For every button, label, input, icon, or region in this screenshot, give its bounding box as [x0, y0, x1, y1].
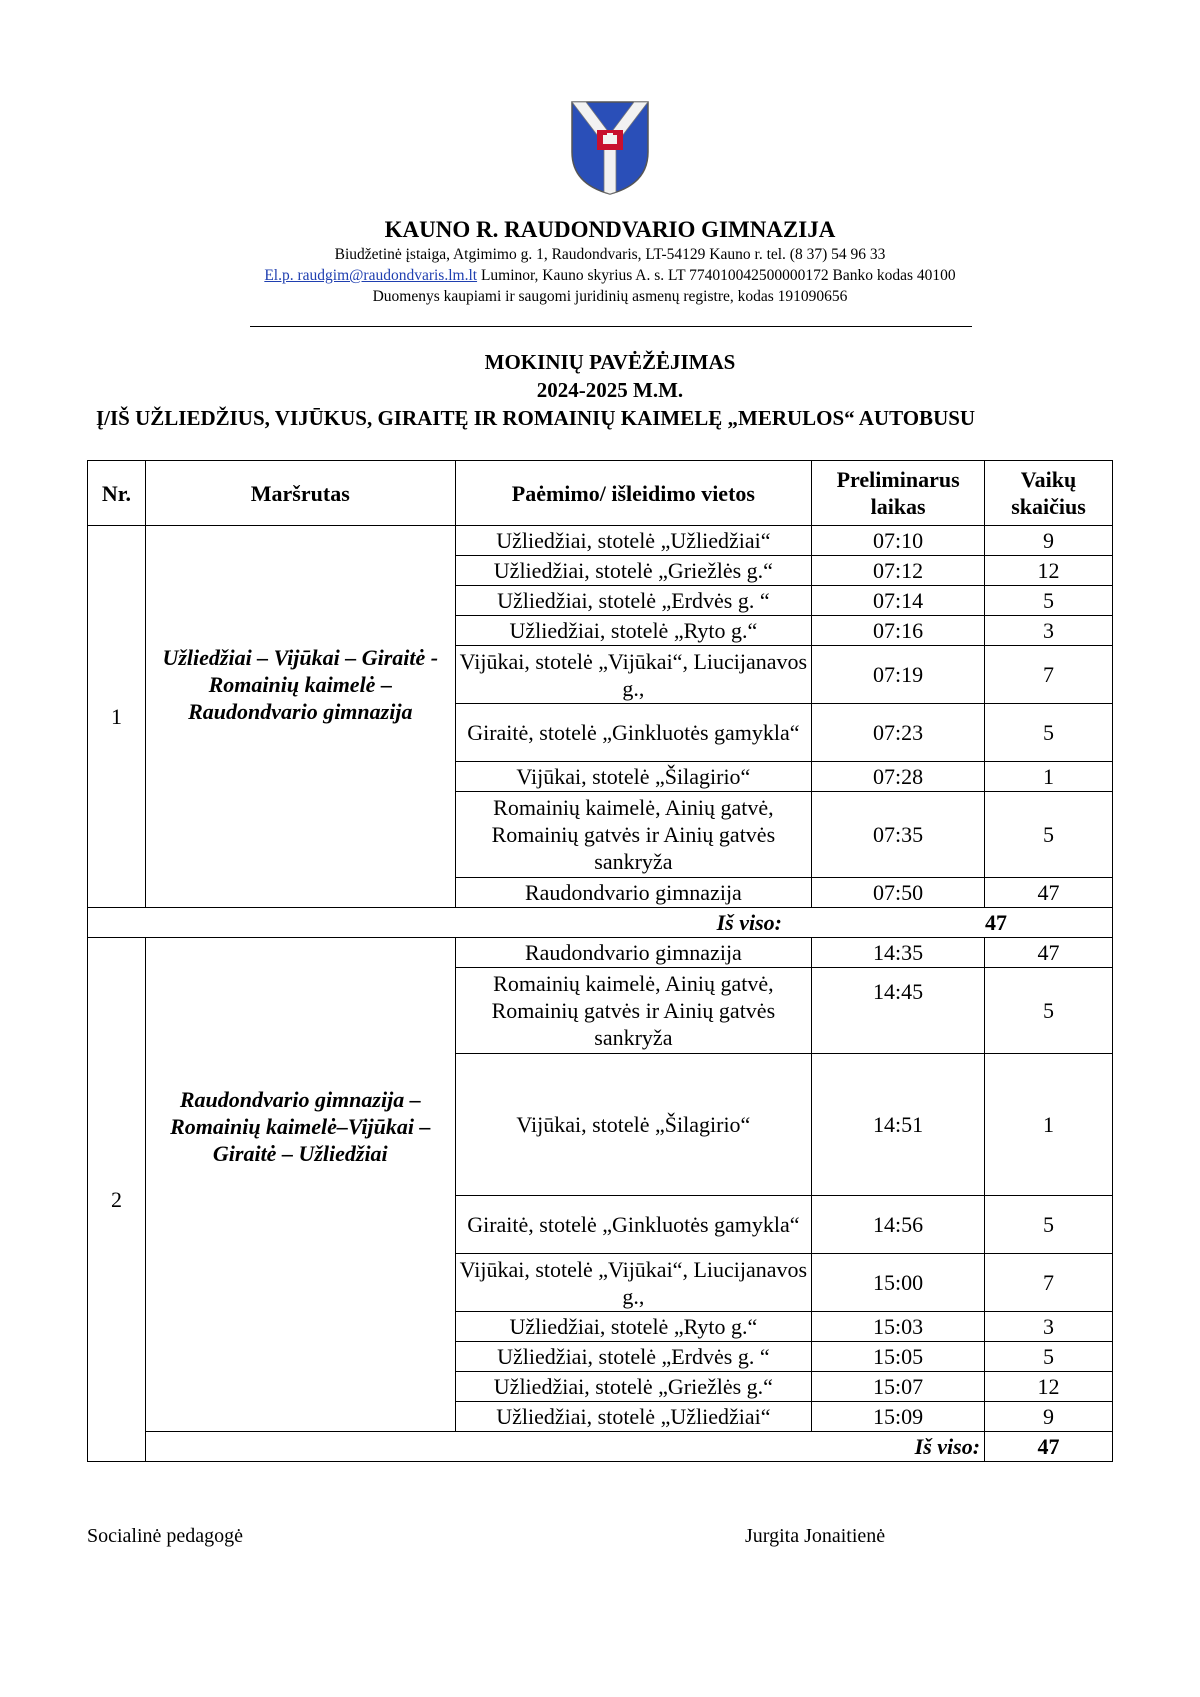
- route-number: 1: [88, 526, 146, 908]
- header-divider: [250, 326, 972, 327]
- route-number: 2: [88, 938, 146, 1462]
- count-cell: 47: [985, 938, 1113, 968]
- count-cell: 5: [985, 968, 1113, 1054]
- letterhead: [0, 216, 1200, 307]
- stop-cell: Užliedžiai, stotelė „Užliedžiai“: [455, 526, 812, 556]
- stop-cell: Užliedžiai, stotelė „Ryto g.“: [455, 616, 812, 646]
- time-cell: 14:51: [812, 1054, 985, 1196]
- stop-cell: Giraitė, stotelė „Ginkluotės gamykla“: [455, 704, 812, 762]
- total-value: 47: [985, 1432, 1113, 1462]
- total-row: [88, 908, 1113, 938]
- time-cell: 14:35: [812, 938, 985, 968]
- header-count: Vaikų skaičius: [985, 461, 1113, 526]
- address-line: Biudžetinė įstaiga, Atgimimo g. 1, Raudondvaris, LT-54129 Kauno r. tel. (8 37) 54 96 33: [334, 246, 886, 263]
- time-cell: 15:03: [812, 1312, 985, 1342]
- time-cell: 07:35: [812, 792, 985, 878]
- count-cell: 5: [985, 792, 1113, 878]
- total-cell: [88, 908, 1113, 938]
- stop-cell: Užliedžiai, stotelė „Ryto g.“: [455, 1312, 812, 1342]
- count-cell: 5: [985, 704, 1113, 762]
- total-row: [88, 1432, 1113, 1462]
- email-link[interactable]: El.p. raudgim@raudondvaris.lm.lt: [264, 267, 478, 284]
- stop-cell: Giraitė, stotelė „Ginkluotės gamykla“: [455, 1196, 812, 1254]
- signature-role: Socialinė pedagogė: [87, 1525, 244, 1547]
- time-cell: 15:05: [812, 1342, 985, 1372]
- time-cell: 07:28: [812, 762, 985, 792]
- stop-cell: Raudondvario gimnazija: [455, 938, 812, 968]
- count-cell: 5: [985, 586, 1113, 616]
- total-label-cell: [145, 1432, 984, 1462]
- stop-cell: Vijūkai, stotelė „Vijūkai“, Liucijanavos g.,: [455, 646, 812, 704]
- time-cell: 07:12: [812, 556, 985, 586]
- count-cell: 5: [985, 1342, 1113, 1372]
- stop-cell: Romainių kaimelė, Ainių gatvė, Romainių gatvės ir Ainių gatvės sankryža: [455, 792, 812, 878]
- header-time: Preliminarus laikas: [812, 461, 985, 526]
- total-label: Iš viso:: [914, 1434, 981, 1459]
- table-row: [88, 526, 1113, 556]
- stop-cell: Romainių kaimelė, Ainių gatvė, Romainių gatvės ir Ainių gatvės sankryža: [455, 968, 812, 1054]
- stop-cell: Raudondvario gimnazija: [455, 878, 812, 908]
- count-cell: 7: [985, 1254, 1113, 1312]
- time-cell: 07:10: [812, 526, 985, 556]
- time-cell: 07:19: [812, 646, 985, 704]
- table-header-row: [88, 461, 1113, 526]
- registry-line: Duomenys kaupiami ir saugomi juridinių asmenų registre, kodas 191090656: [372, 288, 848, 305]
- stop-cell: Vijūkai, stotelė „Vijūkai“, Liucijanavos g.,: [455, 1254, 812, 1312]
- count-cell: 1: [985, 762, 1113, 792]
- document-title: [0, 348, 1200, 432]
- count-cell: 12: [985, 1372, 1113, 1402]
- coat-of-arms-logo: [570, 100, 650, 196]
- count-cell: 7: [985, 646, 1113, 704]
- header-nr: Nr.: [88, 461, 146, 526]
- count-cell: 9: [985, 526, 1113, 556]
- stop-cell: Vijūkai, stotelė „Šilagirio“: [455, 1054, 812, 1196]
- stop-cell: Vijūkai, stotelė „Šilagirio“: [455, 762, 812, 792]
- count-cell: 5: [985, 1196, 1113, 1254]
- count-cell: 3: [985, 616, 1113, 646]
- stop-cell: Užliedžiai, stotelė „Griežlės g.“: [455, 1372, 812, 1402]
- time-cell: 07:14: [812, 586, 985, 616]
- stop-cell: Užliedžiai, stotelė „Erdvės g. “: [455, 1342, 812, 1372]
- time-cell: 15:09: [812, 1402, 985, 1432]
- table-row: [88, 938, 1113, 968]
- time-cell: 15:07: [812, 1372, 985, 1402]
- header-route: Maršrutas: [145, 461, 455, 526]
- stop-cell: Užliedžiai, stotelė „Erdvės g. “: [455, 586, 812, 616]
- title-line-3: Į/IŠ UŽLIEDŽIUS, VIJŪKUS, GIRAITĘ IR ROMAINIŲ KAIMELĘ „MERULOS“ AUTOBUSU: [96, 406, 976, 430]
- route-name: Raudondvario gimnazija – Romainių kaimelė–Vijūkai – Giraitė – Užliedžiai: [145, 938, 455, 1432]
- title-line-1: MOKINIŲ PAVĖŽĖJIMAS: [484, 350, 736, 374]
- count-cell: 1: [985, 1054, 1113, 1196]
- count-cell: 3: [985, 1312, 1113, 1342]
- schedule-table: [87, 460, 1113, 1462]
- count-cell: 9: [985, 1402, 1113, 1432]
- signature-name: Jurgita Jonaitienė: [745, 1525, 886, 1547]
- route-name: Užliedžiai – Vijūkai – Giraitė - Romainių kaimelė – Raudondvario gimnazija: [145, 526, 455, 908]
- stop-cell: Užliedžiai, stotelė „Užliedžiai“: [455, 1402, 812, 1432]
- count-cell: 47: [985, 878, 1113, 908]
- time-cell: 07:23: [812, 704, 985, 762]
- time-cell: 07:50: [812, 878, 985, 908]
- bank-info: Luminor, Kauno skyrius A. s. LT 774010042500000172 Banko kodas 40100: [477, 267, 956, 284]
- header-stops: Paėmimo/ išleidimo vietos: [455, 461, 812, 526]
- time-cell: 15:00: [812, 1254, 985, 1312]
- time-cell: 07:16: [812, 616, 985, 646]
- total-value: 47: [985, 910, 1007, 935]
- title-line-2: 2024-2025 M.M.: [536, 378, 684, 402]
- contact-line: [0, 265, 1200, 286]
- time-cell: 14:45: [812, 968, 985, 1054]
- count-cell: 12: [985, 556, 1113, 586]
- school-name: KAUNO R. RAUDONDVARIO GIMNAZIJA: [384, 217, 836, 242]
- stop-cell: Užliedžiai, stotelė „Griežlės g.“: [455, 556, 812, 586]
- total-label: Iš viso:: [716, 910, 782, 935]
- time-cell: 14:56: [812, 1196, 985, 1254]
